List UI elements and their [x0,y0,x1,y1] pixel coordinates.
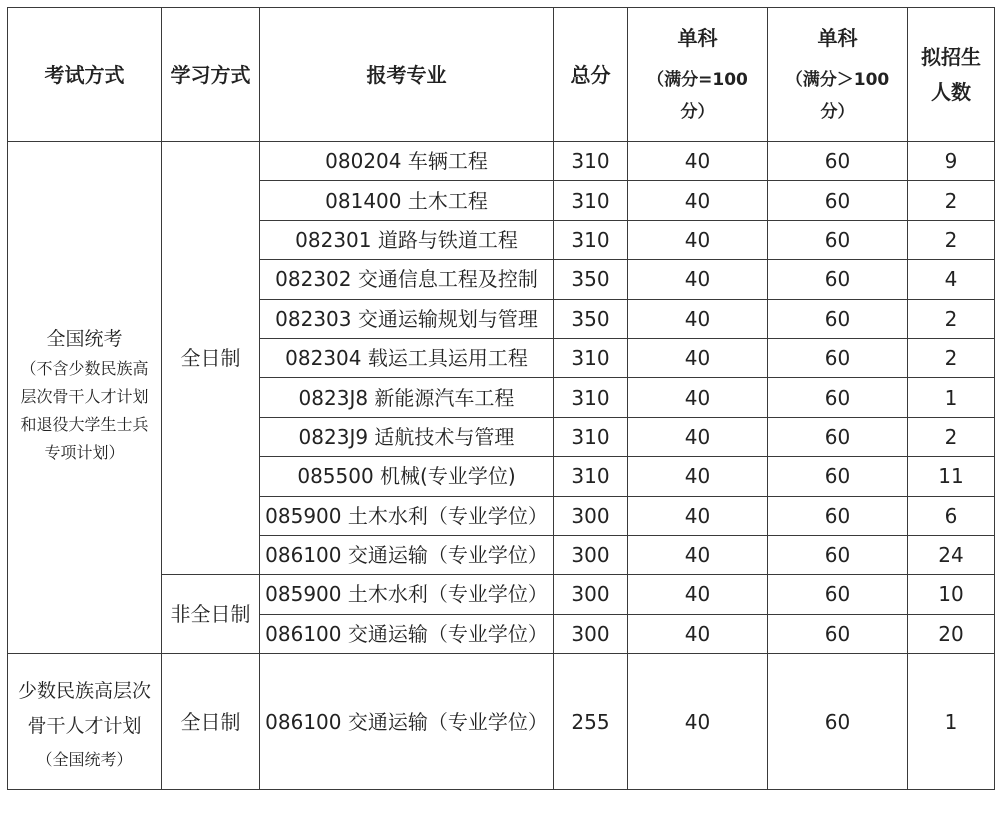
quota-cell: 2 [908,220,995,259]
header-single-100-note-a: （满分=100 [647,69,748,90]
exam-mode-minority-line-2: 骨干人才计划 [27,714,142,737]
single-100-cell: 40 [628,535,768,574]
single-gt100-cell: 60 [768,535,908,574]
major-cell: 082303 交通运输规划与管理 [260,299,554,338]
quota-cell: 2 [908,181,995,220]
major-cell: 086100 交通运输（专业学位） [260,535,554,574]
total-cell: 350 [554,260,628,299]
quota-cell: 24 [908,535,995,574]
single-100-cell: 40 [628,575,768,614]
single-100-cell: 40 [628,614,768,653]
total-cell: 300 [554,575,628,614]
major-cell: 081400 土木工程 [260,181,554,220]
total-cell: 255 [554,654,628,790]
single-100-cell: 40 [628,260,768,299]
major-cell: 086100 交通运输（专业学位） [260,614,554,653]
table-row [8,142,995,181]
exam-mode-national-note-4: 专项计划） [44,442,125,462]
major-cell: 082302 交通信息工程及控制 [260,260,554,299]
exam-mode-national-note-2: 层次骨干人才计划 [20,386,149,406]
total-cell: 310 [554,457,628,496]
header-study-mode: 学习方式 [162,8,260,142]
single-100-cell: 40 [628,142,768,181]
total-cell: 310 [554,220,628,259]
study-mode-minority: 全日制 [162,654,260,790]
single-gt100-cell: 60 [768,299,908,338]
header-single-gt100-note-b: 分） [820,102,855,122]
quota-cell: 10 [908,575,995,614]
total-cell: 300 [554,535,628,574]
major-cell: 085500 机械(专业学位) [260,457,554,496]
quota-cell: 20 [908,614,995,653]
total-cell: 300 [554,614,628,653]
header-single-100 [628,8,768,142]
major-cell: 085900 土木水利（专业学位） [260,496,554,535]
major-cell: 0823J8 新能源汽车工程 [260,378,554,417]
total-cell: 310 [554,142,628,181]
single-100-cell: 40 [628,496,768,535]
single-100-cell: 40 [628,654,768,790]
single-gt100-cell: 60 [768,575,908,614]
single-100-cell: 40 [628,417,768,456]
quota-cell: 2 [908,299,995,338]
header-quota-line-b: 人数 [931,79,971,104]
single-gt100-cell: 60 [768,654,908,790]
exam-mode-minority-line-1: 少数民族高层次 [17,679,151,702]
major-cell: 0823J9 适航技术与管理 [260,417,554,456]
quota-cell: 1 [908,378,995,417]
single-gt100-cell: 60 [768,378,908,417]
single-gt100-cell: 60 [768,614,908,653]
header-single-gt100 [768,8,908,142]
major-cell: 086100 交通运输（专业学位） [260,654,554,790]
exam-mode-national-note-1: （不含少数民族高 [20,358,149,378]
header-exam-mode: 考试方式 [8,8,162,142]
total-cell: 310 [554,417,628,456]
header-quota-line-a: 拟招生 [921,44,981,69]
header-single-100-title: 单科 [677,25,718,50]
header-total: 总分 [554,8,628,142]
quota-cell: 9 [908,142,995,181]
exam-mode-minority [8,654,162,790]
exam-mode-national [8,142,162,654]
header-quota [908,8,995,142]
single-100-cell: 40 [628,378,768,417]
single-gt100-cell: 60 [768,181,908,220]
exam-mode-national-note-3: 和退役大学生士兵 [20,414,149,434]
header-row [8,8,995,142]
header-single-gt100-title: 单科 [817,25,858,50]
quota-cell: 2 [908,338,995,377]
single-100-cell: 40 [628,457,768,496]
single-gt100-cell: 60 [768,496,908,535]
total-cell: 300 [554,496,628,535]
header-single-gt100-note-a: （满分＞100 [785,69,890,90]
single-gt100-cell: 60 [768,142,908,181]
exam-mode-national-main: 全国统考 [46,328,123,351]
quota-cell: 6 [908,496,995,535]
admission-score-table [7,7,995,790]
header-major: 报考专业 [260,8,554,142]
single-gt100-cell: 60 [768,260,908,299]
major-cell: 082304 载运工具运用工程 [260,338,554,377]
single-100-cell: 40 [628,338,768,377]
study-mode-fulltime: 全日制 [162,142,260,575]
quota-cell: 4 [908,260,995,299]
single-gt100-cell: 60 [768,417,908,456]
total-cell: 310 [554,378,628,417]
major-cell: 085900 土木水利（专业学位） [260,575,554,614]
exam-mode-minority-note: （全国统考） [36,750,133,770]
total-cell: 310 [554,338,628,377]
total-cell: 350 [554,299,628,338]
quota-cell: 11 [908,457,995,496]
quota-cell: 2 [908,417,995,456]
total-cell: 310 [554,181,628,220]
quota-cell: 1 [908,654,995,790]
single-gt100-cell: 60 [768,457,908,496]
single-100-cell: 40 [628,181,768,220]
table-row [8,654,995,790]
single-100-cell: 40 [628,299,768,338]
single-gt100-cell: 60 [768,220,908,259]
single-100-cell: 40 [628,220,768,259]
study-mode-parttime: 非全日制 [162,575,260,654]
major-cell: 082301 道路与铁道工程 [260,220,554,259]
single-gt100-cell: 60 [768,338,908,377]
header-single-100-note-b: 分） [680,102,715,122]
major-cell: 080204 车辆工程 [260,142,554,181]
